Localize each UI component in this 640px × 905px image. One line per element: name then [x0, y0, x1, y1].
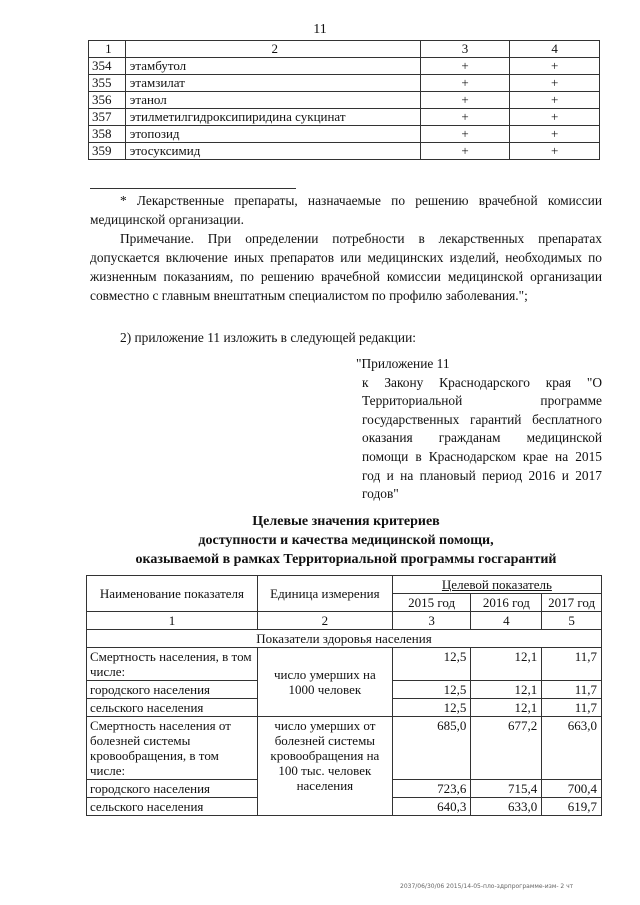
value-cell: 12,1 — [471, 681, 542, 699]
drug-name: этамзилат — [125, 75, 420, 92]
drug-name: этанол — [125, 92, 420, 109]
row-number: 356 — [89, 92, 126, 109]
title-line: оказываемой в рамках Территориальной программы госгарантий — [135, 552, 557, 567]
attachment-block — [356, 355, 602, 504]
column-number-row — [87, 612, 602, 630]
attachment-reference: к Закону Краснодарского края "О Территориальной программе государственных гарантий бесплатного оказания гражданам медицинской помощи в Краснодарском крае на 2015 год и на плановый период 2016 и 2017 годов" — [362, 374, 602, 502]
value-cell: 715,4 — [471, 780, 542, 798]
value-cell: 12,5 — [392, 648, 471, 681]
page-number: 11 — [313, 22, 327, 37]
table-row — [89, 92, 600, 109]
header-row — [87, 576, 602, 594]
header-cell: 4 — [510, 41, 600, 58]
header-year: 2016 год — [471, 594, 542, 612]
value-cell: 619,7 — [542, 798, 602, 816]
mark-cell: + — [510, 58, 600, 75]
header-cell: 2 — [125, 41, 420, 58]
value-cell: 11,7 — [542, 699, 602, 717]
header-year: 2015 год — [392, 594, 471, 612]
mark-cell: + — [420, 126, 510, 143]
mark-cell: + — [420, 58, 510, 75]
value-cell: 685,0 — [392, 717, 471, 780]
mark-cell: + — [420, 143, 510, 160]
drug-name: этилметилгидроксипиридина сукцинат — [125, 109, 420, 126]
table-row — [89, 109, 600, 126]
header-name: Наименование показателя — [87, 576, 258, 612]
value-cell: 640,3 — [392, 798, 471, 816]
section-title — [90, 512, 602, 569]
indicator-name: городского населения — [87, 681, 258, 699]
column-number: 3 — [392, 612, 471, 630]
table-row — [87, 717, 602, 780]
value-cell: 633,0 — [471, 798, 542, 816]
value-cell: 677,2 — [471, 717, 542, 780]
value-cell: 723,6 — [392, 780, 471, 798]
value-cell: 12,5 — [392, 681, 471, 699]
unit-cell: число умерших от болезней системы кровообращения на 100 тыс. человек населения — [257, 717, 392, 816]
section-label: Показатели здоровья населения — [87, 630, 602, 648]
footer-code: 2037/06/30/06 2015/14-05-пло-здрпрограмме-изм- 2 чт — [400, 883, 574, 890]
drug-name: этамбутол — [125, 58, 420, 75]
mark-cell: + — [420, 92, 510, 109]
header-target — [392, 576, 601, 594]
mark-cell: + — [510, 75, 600, 92]
value-cell: 700,4 — [542, 780, 602, 798]
mark-cell: + — [420, 75, 510, 92]
value-cell: 11,7 — [542, 681, 602, 699]
indicator-name: сельского населения — [87, 699, 258, 717]
header-cell: 3 — [420, 41, 510, 58]
column-number: 2 — [257, 612, 392, 630]
row-number: 354 — [89, 58, 126, 75]
criteria-table — [86, 575, 602, 816]
value-cell: 11,7 — [542, 648, 602, 681]
table-header-row — [89, 41, 600, 58]
row-number: 357 — [89, 109, 126, 126]
table-row — [89, 75, 600, 92]
section-row — [87, 630, 602, 648]
unit-cell: число умерших на 1000 человек — [257, 648, 392, 717]
attachment-title: "Приложение 11 — [356, 356, 450, 371]
column-number: 1 — [87, 612, 258, 630]
note-paragraph: Примечание. При определении потребности в лекарственных препаратах допускается включение иных препаратов или медицинских изделий, необходимых по жизненным показаниям, по решению врачебной комиссии медицинской организации совместно с главным внештатным специалистом по профилю заболевания."; — [90, 231, 602, 303]
column-number: 5 — [542, 612, 602, 630]
table-row — [89, 126, 600, 143]
row-number: 358 — [89, 126, 126, 143]
value-cell: 12,1 — [471, 699, 542, 717]
table-row — [87, 648, 602, 681]
drug-name: этосуксимид — [125, 143, 420, 160]
mark-cell: + — [510, 92, 600, 109]
header-cell: 1 — [89, 41, 126, 58]
footnote: * Лекарственные препараты, назначаемые по решению врачебной комиссии медицинской организации. — [90, 193, 602, 227]
indicator-name: сельского населения — [87, 798, 258, 816]
row-number: 359 — [89, 143, 126, 160]
indicator-name: Смертность населения, в том числе: — [87, 648, 258, 681]
footnote-separator — [90, 188, 296, 189]
header-unit: Единица измерения — [257, 576, 392, 612]
column-number: 4 — [471, 612, 542, 630]
value-cell: 663,0 — [542, 717, 602, 780]
value-cell: 12,1 — [471, 648, 542, 681]
drug-name: этопозид — [125, 126, 420, 143]
annex-instruction: 2) приложение 11 изложить в следующей редакции: — [120, 330, 416, 345]
table-row — [89, 58, 600, 75]
title-line: доступности и качества медицинской помощи, — [198, 533, 494, 548]
table-row — [89, 143, 600, 160]
mark-cell: + — [510, 126, 600, 143]
row-number: 355 — [89, 75, 126, 92]
mark-cell: + — [420, 109, 510, 126]
title-line: Целевые значения критериев — [252, 514, 440, 529]
mark-cell: + — [510, 143, 600, 160]
indicator-name: Смертность населения от болезней системы кровообращения, в том числе: — [87, 717, 258, 780]
value-cell: 12,5 — [392, 699, 471, 717]
header-target-label: Целевой показатель — [441, 577, 552, 592]
drug-list-table — [88, 40, 600, 160]
indicator-name: городского населения — [87, 780, 258, 798]
header-year: 2017 год — [542, 594, 602, 612]
mark-cell: + — [510, 109, 600, 126]
